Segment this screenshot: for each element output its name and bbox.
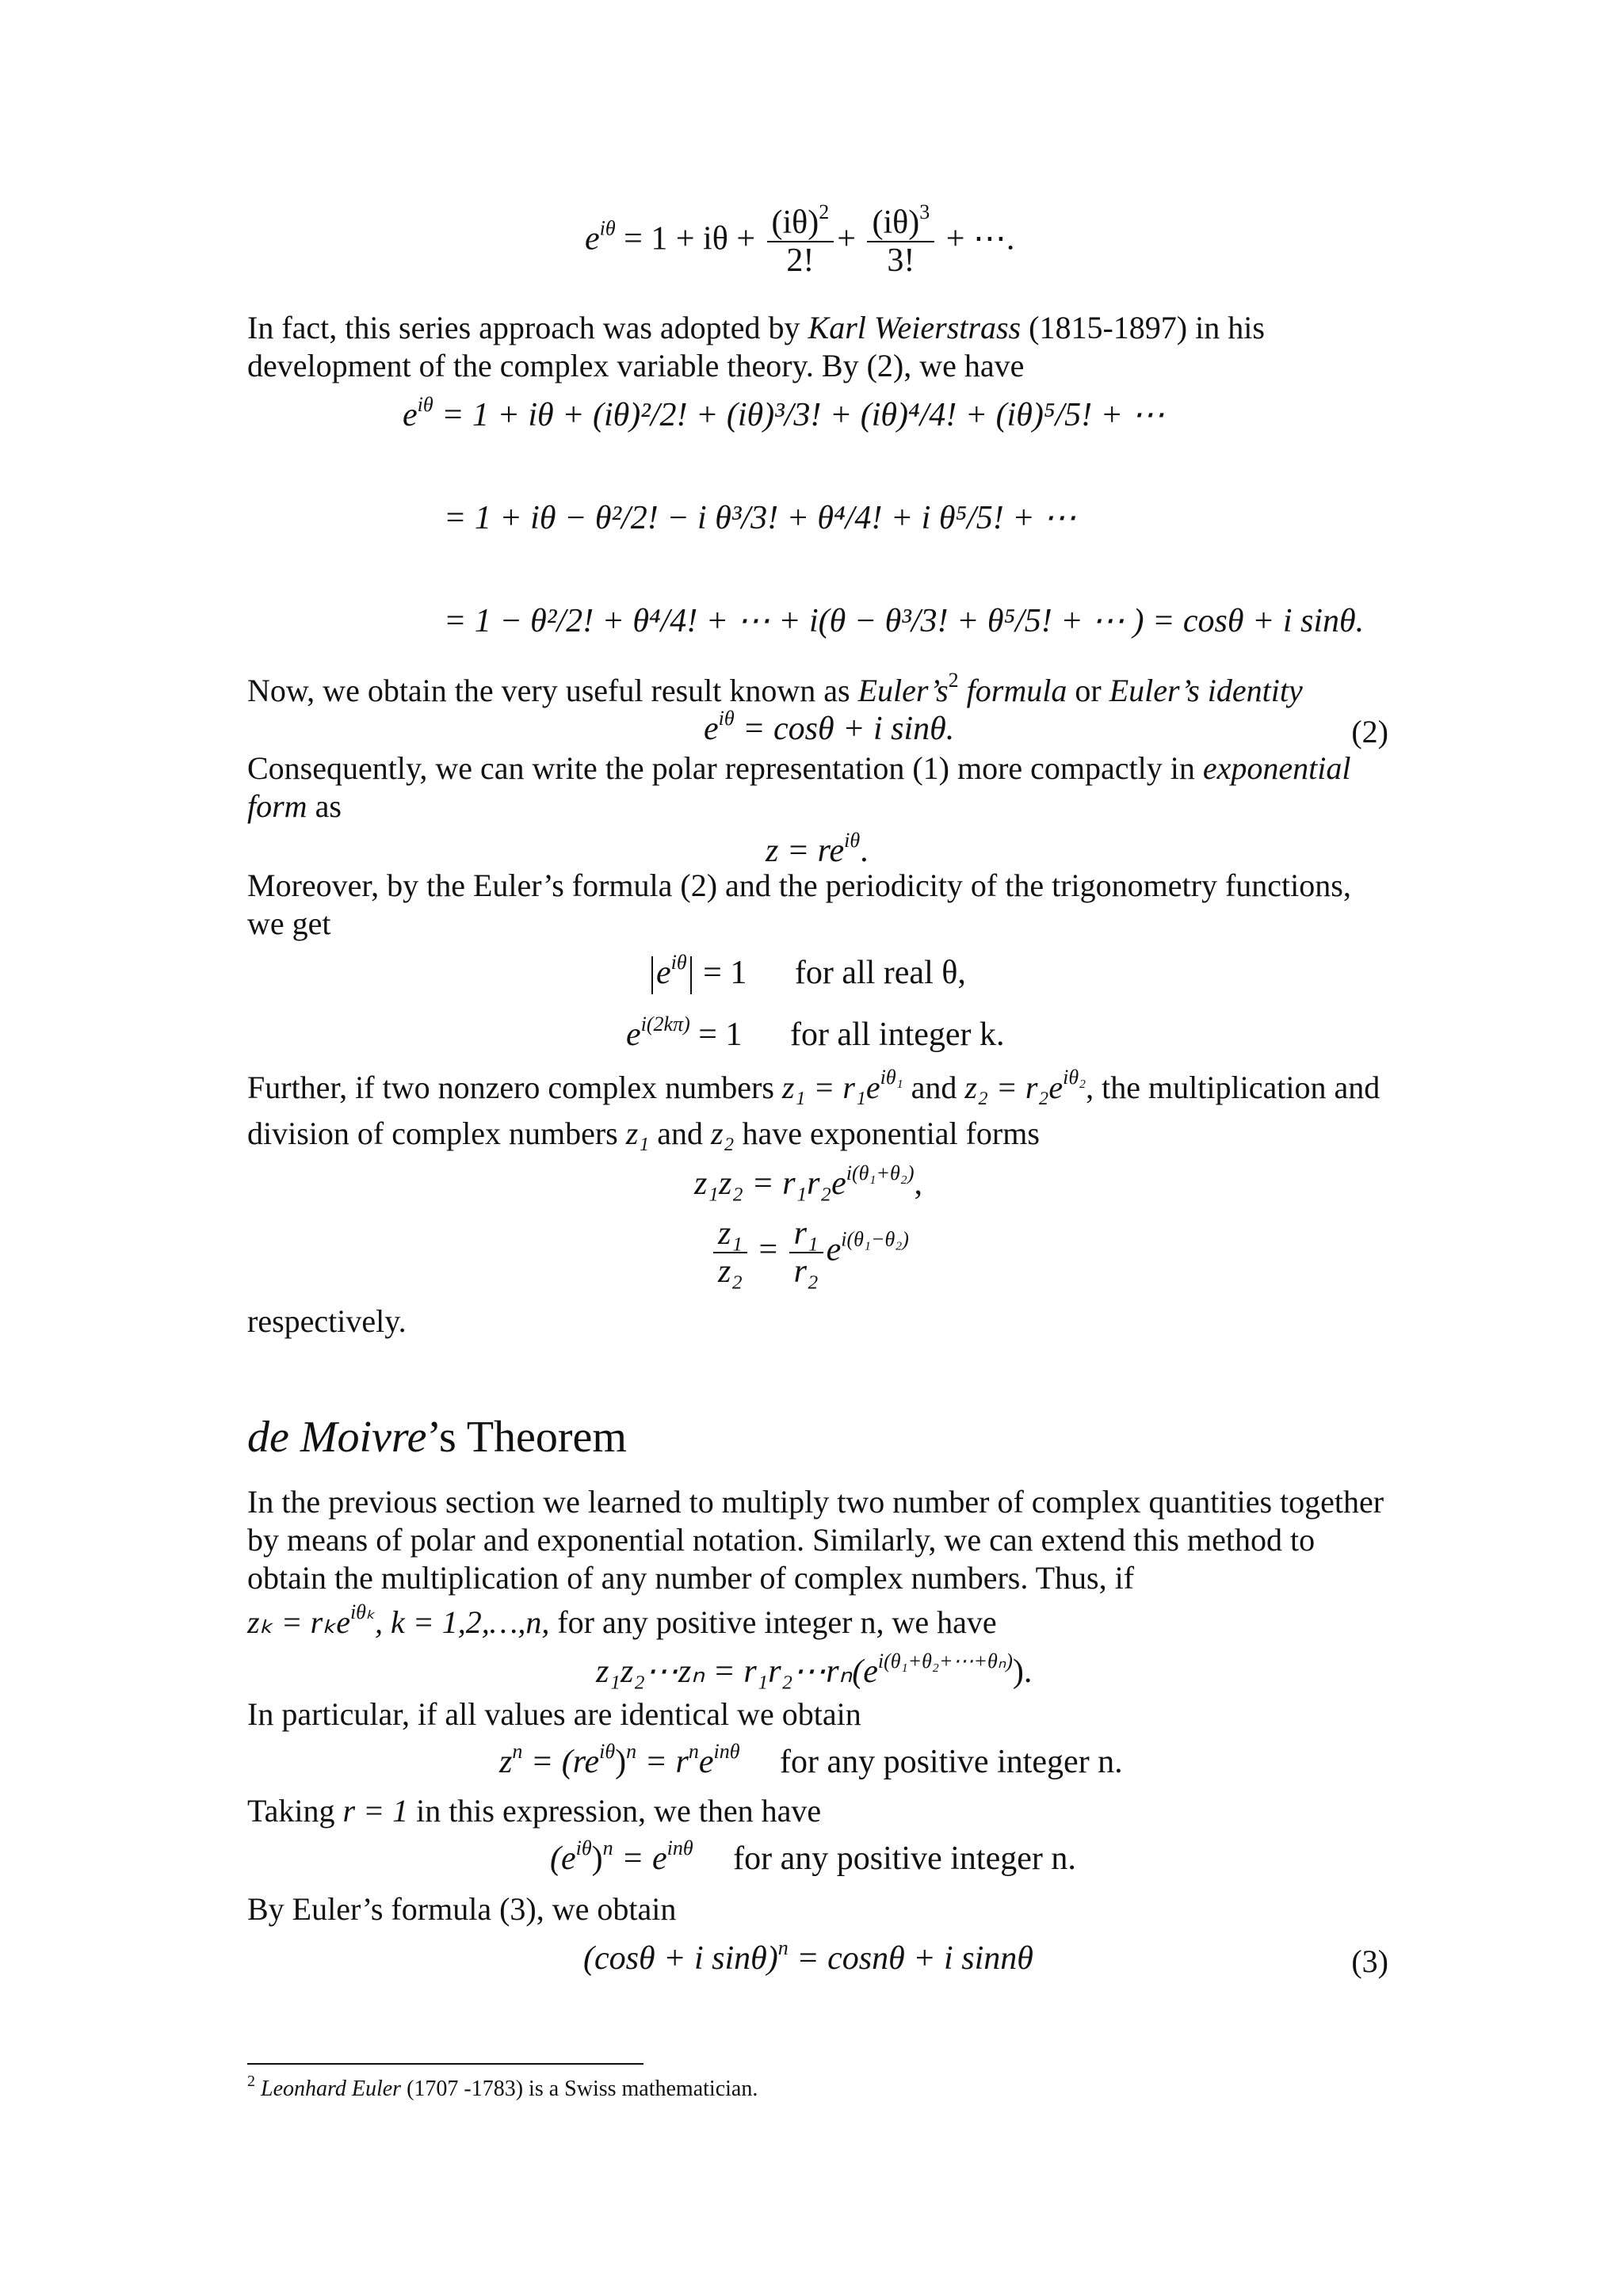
eq-inline: z₂ = r₂e	[964, 1070, 1064, 1105]
eq-condition: for any positive integer n.	[779, 1744, 1123, 1780]
heading-name: de Moivre	[247, 1413, 427, 1462]
footnote-text: (1707 -1783) is a Swiss mathematician.	[401, 2077, 758, 2101]
eq-sup: iθₖ	[349, 1600, 376, 1623]
text: , the multiplication and division of complex numbers	[247, 1070, 1381, 1151]
eq-term: )	[615, 1744, 627, 1780]
frac-num: (iθ)	[771, 204, 819, 241]
text: as	[307, 788, 342, 824]
equation-3	[583, 1936, 1033, 1978]
text-name: Euler’s identity	[1109, 673, 1303, 708]
abs-bar	[651, 956, 653, 994]
eq-term: e	[826, 1231, 842, 1268]
eq-term: = e	[621, 1840, 667, 1877]
eq-condition: for any positive integer n.	[733, 1840, 1076, 1877]
paragraph-9: By Euler’s formula (3), we obtain	[247, 1891, 677, 1927]
frac-den: r₂	[793, 1253, 819, 1290]
eq-inline: z₁	[625, 1116, 650, 1151]
equation-2	[704, 707, 955, 748]
eq-term: (cosθ + i sinθ)	[583, 1940, 778, 1977]
eq-sup: i(θ₁+θ₂)	[846, 1161, 915, 1184]
text: in this expression, we then have	[408, 1793, 822, 1829]
equation-multiplication	[694, 1161, 922, 1203]
eq-term: e	[626, 1016, 641, 1053]
eq-sup: n	[626, 1740, 637, 1763]
eq-sup: iθ	[718, 707, 735, 730]
eq-term: = 1 + iθ − θ²/2! − i θ³/3! + θ⁴/4! + i θ⁵/5! + ⋯	[444, 500, 1077, 536]
eq-sup: inθ	[666, 1836, 693, 1859]
eq-sup: 3	[919, 200, 930, 223]
eq-term: = r	[644, 1744, 689, 1780]
eq-inline: r = 1	[342, 1793, 409, 1829]
equation-zn	[499, 1740, 1123, 1781]
eq-sup: iθ₂	[1063, 1066, 1086, 1089]
eq-term: (e	[550, 1840, 576, 1877]
paragraph-8	[247, 1792, 1388, 1830]
fraction	[867, 200, 934, 279]
eq-term: e	[656, 955, 671, 991]
text: and	[649, 1116, 711, 1151]
footnote	[247, 2073, 758, 2103]
heading-text: ’s Theorem	[426, 1413, 627, 1462]
eq-sup: iθ	[417, 393, 433, 416]
frac-num: z₁	[713, 1215, 747, 1253]
eq-term: ).	[1012, 1653, 1033, 1690]
equation-series-line3	[444, 602, 1364, 640]
equation-modulus	[648, 951, 966, 994]
eq-condition: for all integer k.	[789, 1016, 1005, 1053]
section-heading	[247, 1412, 627, 1463]
equation-product	[596, 1650, 1033, 1691]
paragraph-respectively: respectively.	[247, 1303, 407, 1339]
text: (1815-1897) in his development of the complex variable theory. By (2), we have	[247, 310, 1265, 383]
eq-sup: iθ	[844, 829, 861, 852]
eq-term: z₁z₂⋯zₙ = r₁r₂⋯rₙ(e	[596, 1653, 878, 1690]
equation-division	[710, 1215, 909, 1290]
eq-term: z₁z₂ =	[694, 1165, 774, 1202]
eq-term: = cosθ + i sinθ.	[743, 711, 955, 747]
footnote-name: Leonhard Euler	[261, 2077, 402, 2101]
eq-sup: i(θ₁−θ₂)	[841, 1227, 909, 1251]
eq-sup: n	[777, 1936, 789, 1959]
footnote-ref[interactable]: 2	[948, 669, 959, 692]
frac-num: r₁	[789, 1215, 823, 1253]
eq-sup: i(θ₁+θ₂+⋯+θₙ)	[877, 1650, 1013, 1672]
eq-term: z = re	[766, 833, 845, 869]
frac-den: 3!	[887, 242, 915, 279]
fraction	[789, 1215, 823, 1290]
eq-inline: , k = 1,2,…,n,	[375, 1604, 550, 1640]
text: and	[903, 1070, 965, 1105]
footnote-rule	[247, 2063, 643, 2065]
eq-term: = 1	[698, 1016, 743, 1053]
paragraph-6b	[247, 1600, 1388, 1642]
equation-z-exponential	[766, 829, 869, 870]
eq-term: e	[585, 220, 600, 257]
text: Taking	[247, 1793, 343, 1829]
equation-en	[550, 1836, 1076, 1878]
eq-sup: 2	[819, 200, 830, 223]
eq-term: = 1	[703, 955, 747, 991]
text: Further, if two nonzero complex numbers	[247, 1070, 782, 1105]
equation-number-2: (2)	[1351, 714, 1388, 749]
abs-bar	[690, 956, 692, 994]
eq-sup: iθ	[670, 951, 687, 974]
eq-term: = 1 + iθ + (iθ)²/2! + (iθ)³/3! + (iθ)⁴/4! + (iθ)⁵/5! + ⋯	[441, 397, 1165, 433]
eq-sup: iθ₁	[880, 1066, 903, 1089]
frac-den: 2!	[786, 242, 815, 279]
eq-term: e	[403, 397, 418, 433]
paragraph-2	[247, 669, 1388, 710]
text: for any positive integer n, we have	[549, 1604, 997, 1640]
eq-term: = (re	[530, 1744, 600, 1780]
eq-term: =	[758, 1231, 778, 1268]
text-name: Euler’s	[857, 673, 949, 708]
eq-term: ,	[914, 1165, 922, 1202]
equation-number-3: (3)	[1351, 1943, 1388, 1979]
eq-term: r₁r₂e	[782, 1165, 846, 1202]
equation-series-top: $e^{i\theta} = 1 + i\theta$ + $\frac{(i\theta)^2}{2!}$ + $\frac{(i\theta)^3}{3!}$ + ⋯.	[585, 200, 1015, 279]
paragraph-3	[247, 749, 1388, 826]
text-name: formula	[958, 673, 1067, 708]
text-name: Karl Weierstrass	[808, 310, 1022, 345]
eq-sup: n	[512, 1740, 523, 1763]
eq-inline: zₖ = rₖe	[247, 1604, 350, 1640]
eq-sup: iθ	[599, 216, 616, 240]
eq-sup: n	[688, 1740, 699, 1763]
equation-series-line1	[403, 393, 1165, 434]
text: or	[1067, 673, 1109, 708]
paragraph-5	[247, 1065, 1388, 1157]
fraction	[767, 200, 834, 279]
eq-term: e	[698, 1744, 714, 1780]
paragraph-4: Moreover, by the Euler’s formula (2) and the periodicity of the trigonometry functions, we get	[247, 868, 1351, 941]
paragraph-6: In the previous section we learned to multiply two number of complex quantities together by means of polar and exponential notation. Similarly, we can extend this method to obtain the multiplication of any number of complex numbers. Thus, if	[247, 1484, 1384, 1596]
text: Now, we obtain the very useful result known as	[247, 673, 858, 708]
frac-num: (iθ)	[872, 204, 920, 241]
eq-sup: inθ	[713, 1740, 740, 1763]
eq-term: z	[499, 1744, 513, 1780]
eq-sup: iθ	[575, 1836, 592, 1859]
text: have exponential forms	[734, 1116, 1040, 1151]
eq-term: = cosnθ + i sinnθ	[796, 1940, 1033, 1977]
eq-term: )	[591, 1840, 603, 1877]
paragraph-1	[247, 309, 1388, 385]
eq-term: .	[860, 833, 869, 869]
eq-term: = 1 − θ²/2! + θ⁴/4! + ⋯ + i(θ − θ³/3! + θ⁵/5! + ⋯ ) = cosθ + i sinθ.	[444, 603, 1365, 639]
eq-term: + ⋯.	[945, 220, 1015, 257]
eq-condition: for all real θ,	[794, 955, 966, 991]
eq-sup: n	[602, 1836, 613, 1859]
eq-inline: z₂	[710, 1116, 735, 1151]
footnote-mark: 2	[247, 2073, 255, 2090]
frac-den: z₂	[718, 1253, 743, 1290]
text: Consequently, we can write the polar representation (1) more compactly in	[247, 750, 1203, 786]
equation-2kpi	[626, 1013, 1005, 1054]
eq-inline: z₁ = r₁e	[781, 1070, 880, 1105]
text: In fact, this series approach was adopted by	[247, 310, 808, 345]
eq-sup: iθ	[599, 1740, 616, 1763]
fraction	[713, 1215, 747, 1290]
eq-term: = 1 + iθ +	[624, 220, 756, 257]
text-emphasis: exponential form	[247, 750, 1351, 824]
equation-series-line2	[444, 499, 1076, 537]
eq-sup: i(2kπ)	[640, 1013, 690, 1035]
paragraph-7: In particular, if all values are identical we obtain	[247, 1696, 861, 1732]
eq-term: e	[704, 711, 719, 747]
